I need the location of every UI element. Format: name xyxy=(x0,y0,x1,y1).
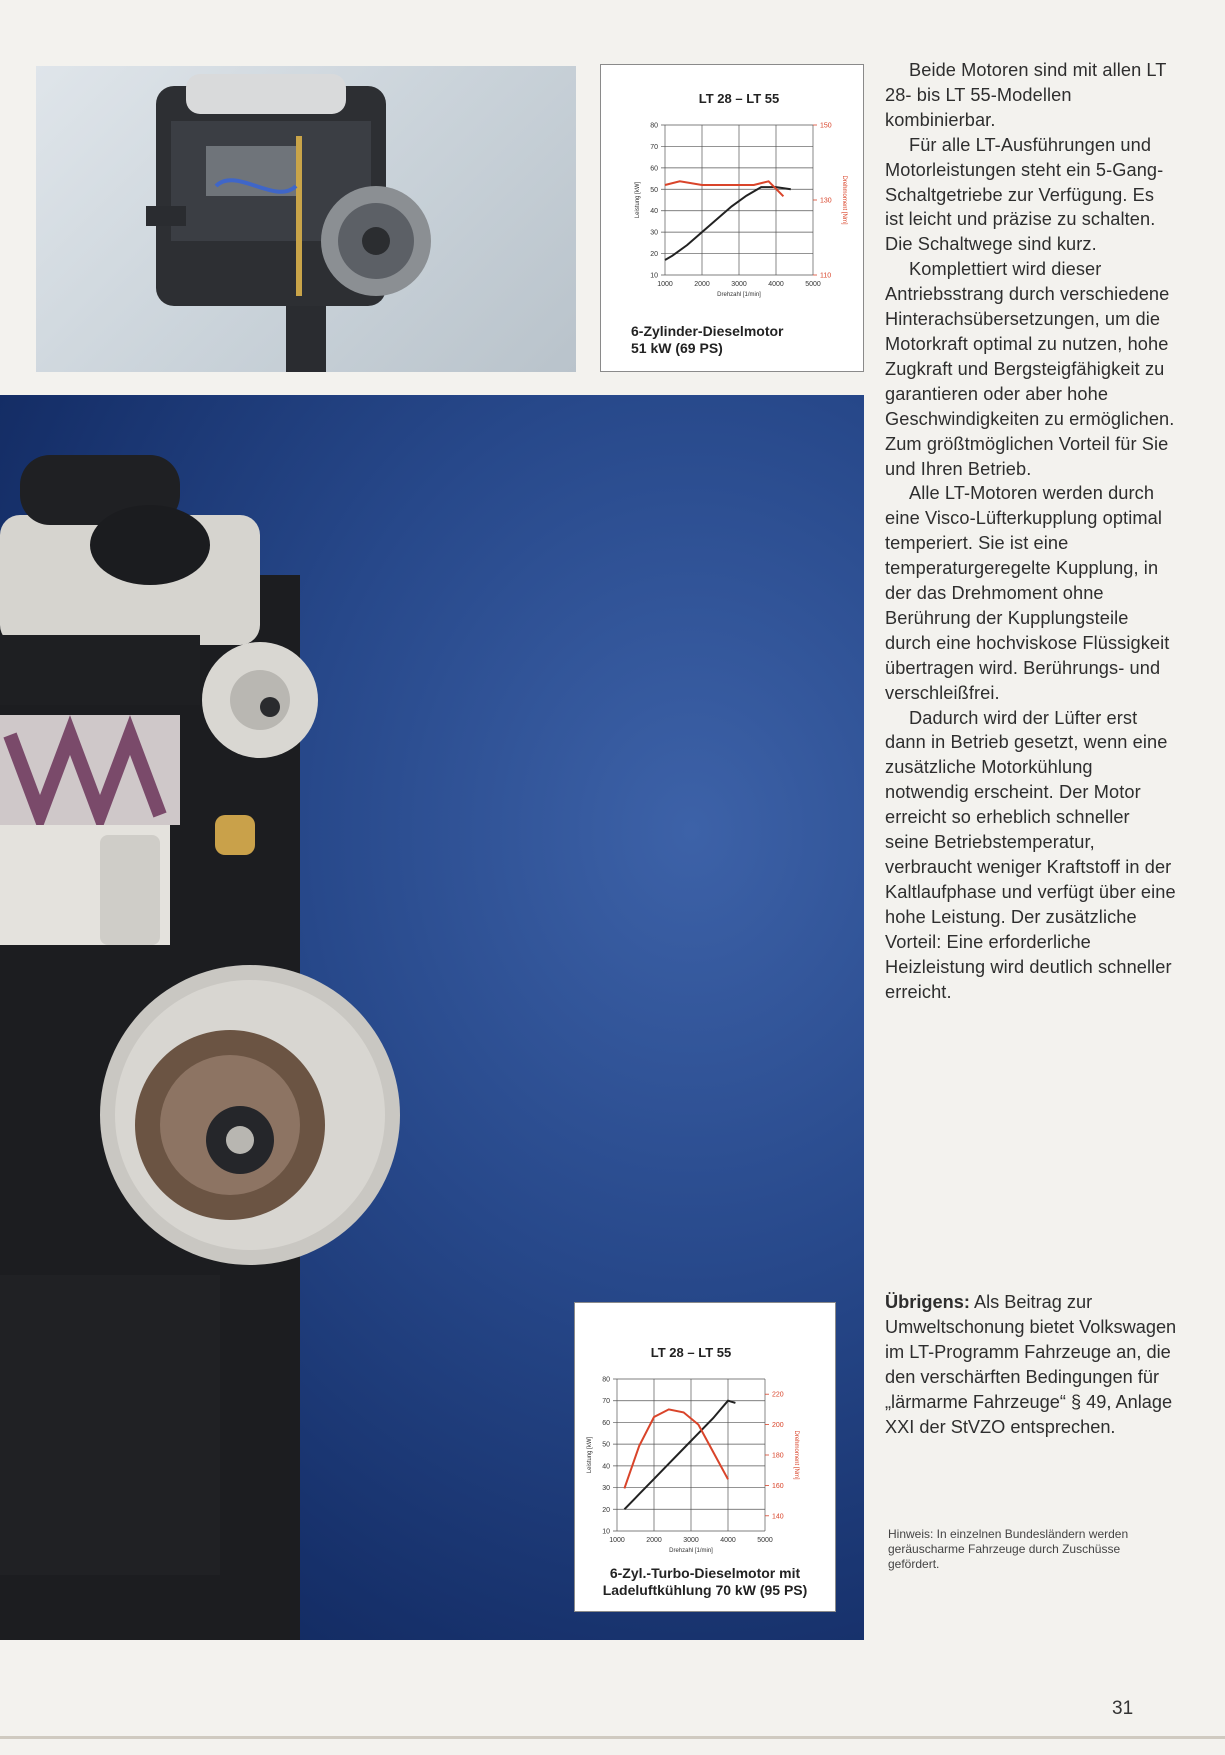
chart-1-y2-tick-2: 110 xyxy=(820,272,832,280)
chart-2-y2-tick-1: 200 xyxy=(772,1422,784,1430)
chart-2-y2label: Drehmoment [Nm] xyxy=(793,1430,799,1480)
paragraph-4: Alle LT-Motoren werden durch eine Visco-Lüfterkupplung optimal temperiert. Sie ist eine temperaturgeregelte Kupplung, in der das Drehmoment ohne Berührung der Kupplungsteile durch eine hochviskose Flüssigkeit übertragen wird. Berührungs- und verschleißfrei. xyxy=(885,483,1170,703)
chart-2-y2-tick-3: 160 xyxy=(772,1482,784,1490)
chart-2-title: LT 28 – LT 55 xyxy=(650,1345,732,1360)
chart-1-y-tick-2: 30 xyxy=(650,229,658,237)
chart-1-y-tick-4: 50 xyxy=(650,186,658,194)
chart-2-y-tick-3: 40 xyxy=(602,1463,610,1471)
chart-1-y-tick-1: 20 xyxy=(650,251,658,259)
hint-text: Hinweis: In einzelnen Bundesländern werden geräuscharme Fahrzeuge durch Zuschüsse gefördert. xyxy=(888,1527,1129,1571)
chart-1-y2-tick-1: 130 xyxy=(820,197,832,205)
chart-2-x-tick-1: 2000 xyxy=(646,1537,662,1544)
chart-2-x-tick-0: 1000 xyxy=(609,1537,625,1544)
chart-2-y2-tick-4: 140 xyxy=(772,1513,784,1521)
chart-2-x-tick-3: 4000 xyxy=(720,1537,736,1544)
chart-2-ylabel: Leistung [kW] xyxy=(587,1436,593,1474)
chart-1-title: LT 28 – LT 55 xyxy=(698,91,780,106)
chart-2-y-tick-4: 50 xyxy=(602,1441,610,1449)
chart-1-y2-tick-0: 150 xyxy=(820,122,832,130)
chart-2-series-drehmoment-line xyxy=(624,1409,728,1488)
chart-1-ylabel: Leistung [kW] xyxy=(635,181,641,219)
chart-1-y-tick-3: 40 xyxy=(650,208,658,216)
paragraph-3: Komplettiert wird dieser Antriebsstrang durch verschiedene Hinterachsübersetzungen, um die Motorkraft optimal zu nutzen, hohe Zugkraft und Bergsteigfähigkeit zu garantieren oder aber hohe Geschwindigkeiten zu ermöglichen. Zum größtmöglichen Vorteil für Sie und Ihren Betrieb. xyxy=(885,259,1175,479)
chart-2-y-tick-7: 80 xyxy=(602,1376,610,1384)
paragraph-5: Dadurch wird der Lüfter erst dann in Betrieb gesetzt, wenn eine zusätzliche Motorkühlung notwendig erscheint. Der Motor erreicht so erheblich schneller seine Betriebstemperatur, verbraucht weniger Kraftstoff in der Kaltlaufphase und verfügt über eine hohe Leistung. Der zusätzliche Vorteil: Eine erforderliche Heizleistung wird deutlich schneller erreicht. xyxy=(885,707,1176,1002)
paragraph-1: Beide Motoren sind mit allen LT 28- bis LT 55-Modellen kombinierbar. xyxy=(885,60,1167,130)
chart-2-caption-line-2: Ladeluftkühlung 70 kW (95 PS) xyxy=(602,1582,808,1598)
page-number: 31 xyxy=(1112,1698,1134,1719)
chart-1-xlabel: Drehzahl [1/min] xyxy=(717,292,761,298)
chart-box-1 xyxy=(600,64,864,372)
chart-1-y-tick-5: 60 xyxy=(650,165,658,173)
chart-2-y-tick-2: 30 xyxy=(602,1485,610,1493)
chart-2-xlabel: Drehzahl [1/min] xyxy=(669,1548,713,1554)
chart-2-y-tick-5: 60 xyxy=(602,1419,610,1427)
chart-1-x-tick-0: 1000 xyxy=(657,281,673,288)
note-block xyxy=(885,1290,1177,1439)
chart-1-y2label: Drehmoment [Nm] xyxy=(841,175,847,225)
note-label: Übrigens: xyxy=(885,1292,970,1312)
note-text: Als Beitrag zur Umweltschonung bietet Volkswagen im LT-Programm Fahrzeuge an, die den verschärften Bedingungen für „lärmarme Fahrzeuge“ § 49, Anlage XXI der StVZO entsprechen. xyxy=(885,1292,1177,1437)
chart-2-series-leistung-line xyxy=(624,1401,735,1510)
chart-2-x-tick-2: 3000 xyxy=(683,1537,699,1544)
chart-1-x-tick-2: 3000 xyxy=(731,281,747,288)
paragraph-2: Für alle LT-Ausführungen und Motorleistungen steht ein 5-Gang-Schaltgetriebe zur Verfügung. Es ist leicht und präzise zu schalten. Die Schaltwege sind kurz. xyxy=(885,134,1164,255)
body-text-column xyxy=(885,58,1177,1004)
chart-2-x-tick-4: 5000 xyxy=(757,1537,773,1544)
chart-1-series-drehmoment-line xyxy=(665,181,783,196)
chart-1-x-tick-1: 2000 xyxy=(694,281,710,288)
chart-box-2 xyxy=(574,1302,836,1612)
chart-1-caption-line-1: 6-Zylinder-Dieselmotor xyxy=(631,323,784,339)
bottom-rule xyxy=(0,1736,1225,1739)
chart-2-y-tick-1: 20 xyxy=(602,1506,610,1514)
chart-2-y-tick-6: 70 xyxy=(602,1398,610,1406)
chart-1-caption-line-2: 51 kW (69 PS) xyxy=(631,340,723,356)
chart-1-y-tick-7: 80 xyxy=(650,122,658,130)
chart-2-caption-line-1: 6-Zyl.-Turbo-Dieselmotor mit xyxy=(609,1565,801,1581)
chart-2-y2-tick-2: 180 xyxy=(772,1452,784,1460)
chart-1-y-tick-6: 70 xyxy=(650,143,658,151)
chart-2-y2-tick-0: 220 xyxy=(772,1391,784,1399)
chart-1-x-tick-4: 5000 xyxy=(805,281,821,288)
chart-2-y-tick-0: 10 xyxy=(602,1528,610,1536)
chart-1-series-leistung-line xyxy=(665,187,791,260)
chart-1-x-tick-3: 4000 xyxy=(768,281,784,288)
engine-photo-small xyxy=(36,66,576,372)
chart-1-y-tick-0: 10 xyxy=(650,272,658,280)
